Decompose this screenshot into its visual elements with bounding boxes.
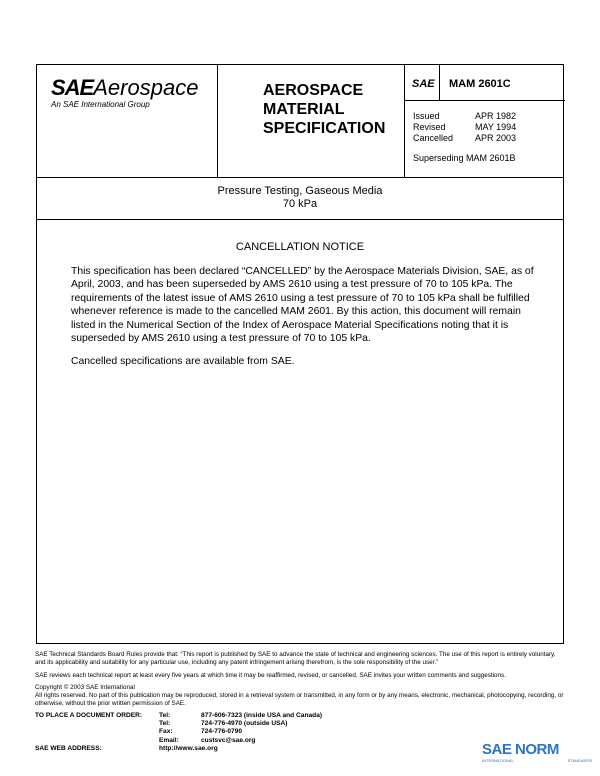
logo-product: Aerospace (93, 75, 199, 100)
footer-rules: SAE Technical Standards Board Rules provide that: “This report is published by SAE to advance the state of technical and engineering sciences. The use of this report is entirely voluntary, and its applicability and suitability for any particular use, including any patent infringement arising therefrom, is the sole responsibility of the user.” (35, 651, 556, 667)
footer-rights: All rights reserved. No part of this publication may be reproduced, stored in a retrieval system or transmitted, in any form or by any means, electronic, mechanical, photocopying, recording, or otherwise, without the prior written permission of SAE. (35, 692, 564, 708)
date-label: Revised (413, 122, 446, 132)
date-value: APR 2003 (475, 133, 517, 143)
web-address-link[interactable]: http://www.sae.org (159, 744, 218, 752)
notice-paragraph-1: This specification has been declared “CANCELLED” by the Aerospace Materials Division, SAE, as of April, 2003, and has been superseded by AMS 2610 using a test pressure of 70 to 105 kPa. The requirements of the latest issue of AMS 2610 using a test pressure of 70 to 105 kPa shall be fulfilled whenever reference is made to the cancelled MAM 2601. By this action, this document will remain listed in the Numerical Section of the Index of Aerospace Material Specifications noting that it is superseded by AMS 2610 using a test pressure of 70 to 105 kPa. (71, 266, 534, 345)
contact-phone-usa[interactable]: 877-606-7323 (inside USA and Canada) (201, 712, 323, 719)
watermark-sub-left: INTERNATIONAL (482, 758, 514, 763)
subject-line-1: Pressure Testing, Gaseous Media (217, 185, 383, 197)
date-block (413, 111, 516, 144)
date-row-cancelled (413, 133, 516, 144)
spec-frame (36, 64, 564, 644)
contact-label: Tel: (159, 712, 171, 719)
document-subject (37, 185, 563, 211)
date-label: Issued (413, 111, 440, 121)
superseding-note: Superseding MAM 2601B (413, 153, 516, 163)
doc-number: MAM 2601C (449, 78, 511, 90)
sae-mini-logo: SAE (412, 78, 435, 90)
notice-title: CANCELLATION NOTICE (235, 241, 365, 253)
logo-brand: SAE (51, 75, 94, 100)
date-row-revised (413, 122, 516, 133)
web-label: SAE WEB ADDRESS: (35, 744, 102, 752)
watermark-text: SAE NORM (482, 741, 559, 758)
header-divider-right (404, 65, 405, 177)
subject-bottom-rule (37, 219, 563, 220)
watermark-sub-right: STANDARDS (567, 758, 592, 763)
footer-review: SAE reviews each technical report at least every five years at which time it may be reaffirmed, revised, or cancelled. SAE invites your written comments and suggestions. (35, 672, 506, 679)
date-value: MAY 1994 (475, 122, 517, 132)
contact-email-link[interactable]: custsvc@sae.org (201, 736, 256, 744)
spec-title: AEROSPACE MATERIAL SPECIFICATION (263, 82, 386, 137)
sae-norm-watermark (482, 741, 592, 763)
contact-label: Tel: (159, 720, 171, 728)
date-value: APR 1982 (475, 111, 517, 121)
sae-aerospace-logo (51, 77, 198, 109)
contact-label: Email: (159, 736, 179, 744)
notice-paragraph-2: Cancelled specifications are available from SAE. (71, 356, 295, 367)
logo-subtitle: An SAE International Group (51, 100, 150, 109)
header-bottom-rule (37, 177, 563, 178)
date-label: Cancelled (413, 133, 454, 143)
footer-copyright-block (35, 684, 565, 709)
header-divider-left (217, 65, 218, 177)
contact-fax: 724-776-0790 (201, 728, 243, 736)
contact-label: Fax: (159, 728, 173, 736)
mini-logo-divider (439, 65, 440, 100)
doc-number-rule (404, 100, 565, 101)
footer-copyright: Copyright © 2003 SAE International (35, 684, 135, 691)
contact-phone-intl[interactable]: 724-776-4970 (outside USA) (201, 720, 288, 728)
order-contact-block (35, 712, 322, 753)
subject-line-2: 70 kPa (282, 198, 318, 210)
watermark-subtext (482, 758, 592, 763)
order-label: TO PLACE A DOCUMENT ORDER: (35, 712, 143, 719)
date-row-issued (413, 111, 516, 122)
